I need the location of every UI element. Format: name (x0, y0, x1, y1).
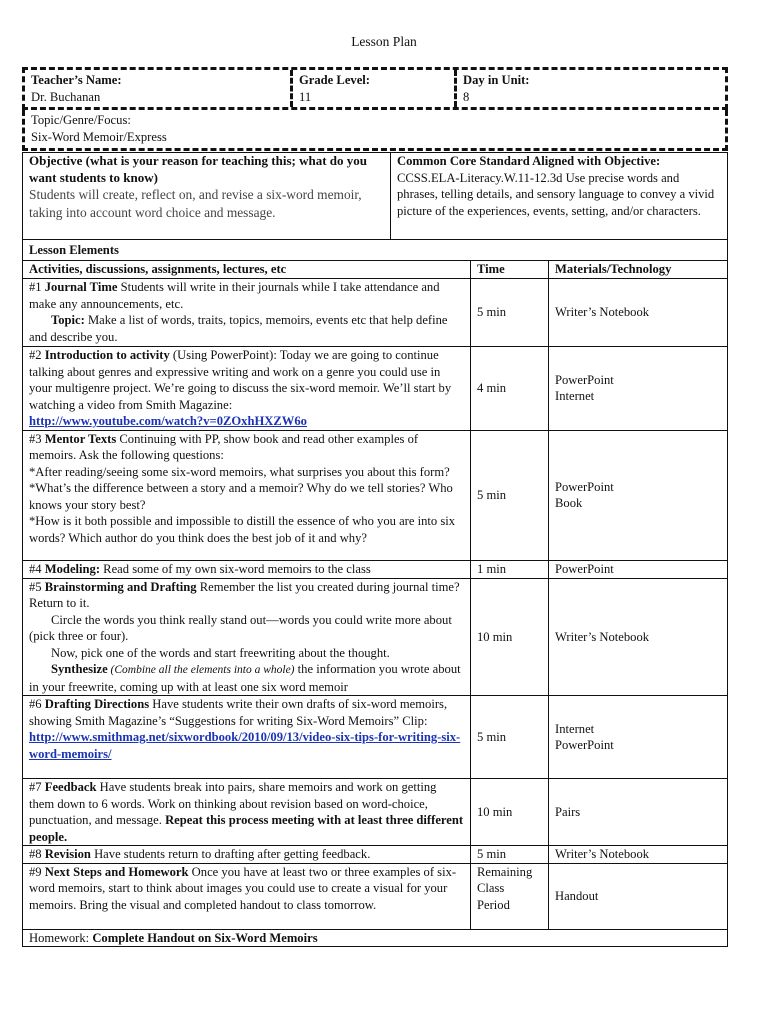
objective-question: (what is your reason for teaching this; what do you want students to know) (29, 153, 367, 185)
activity-cell (23, 430, 471, 560)
activity-number: #7 (29, 780, 45, 794)
activity-text: Read some of my own six-word memoirs to the class (100, 561, 371, 576)
materials-cell (549, 696, 728, 779)
material-item: Writer’s Notebook (555, 629, 650, 644)
activity-text: (Using PowerPoint): Today we are going to continue talking about genres and expressive writing and work on a genre you could use in your multigenre project. We’re going to discuss the six-word memoir. We’ll start by watching a video from Smith Magazine: (29, 348, 452, 412)
activity-name: Next Steps and Homework (44, 864, 189, 879)
activity-name: Feedback (44, 780, 97, 794)
time-cell: 5 min (471, 279, 549, 347)
material-item: Handout (555, 888, 599, 903)
topic-value: Six-Word Memoir/Express (31, 129, 167, 144)
col-header-activities: Activities, discussions, assignments, lectures, etc (23, 261, 471, 279)
header-info-row (22, 67, 728, 110)
material-item: PowerPoint (555, 372, 614, 387)
time-cell: 1 min (471, 560, 549, 578)
materials-cell (549, 846, 728, 864)
topic-cell (22, 110, 728, 151)
activity-name: Journal Time (44, 280, 118, 294)
col-header-time: Time (471, 261, 549, 279)
materials-cell (549, 560, 728, 578)
activity-text: Remember the list you created during journal time? Return to it. (29, 579, 460, 610)
teacher-name-cell (25, 70, 293, 107)
activity-name: Revision (44, 847, 91, 861)
activity-number: #4 (29, 561, 45, 576)
synthesize-paragraph (29, 661, 464, 695)
grade-level-label: Grade Level: (299, 73, 370, 87)
teacher-name-label: Teacher’s Name: (31, 73, 122, 87)
time-cell: 10 min (471, 578, 549, 696)
table-row (23, 846, 728, 864)
activity-bold-text: Repeat this process meeting with at least three different people. (29, 813, 464, 844)
materials-cell (549, 430, 728, 560)
standard-label: Common Core Standard Aligned with Objective: (397, 154, 661, 168)
synthesize-label: Synthesize (51, 662, 108, 676)
activity-text: Have students return to drafting after getting feedback. (90, 847, 371, 861)
activity-number: #5 (29, 579, 45, 594)
activity-cell (23, 560, 471, 578)
lesson-table (22, 239, 728, 947)
activity-paragraph: Now, pick one of the words and start freewriting about the thought. (51, 645, 390, 660)
materials-cell (549, 863, 728, 929)
topic-sublabel: Topic: (51, 313, 85, 327)
activity-text: Have students write their own drafts of six-word memoirs, showing Smith Magazine’s “Suggestions for writing Six-Word Memoirs” Clip: (29, 697, 448, 728)
material-item: Pairs (555, 804, 581, 819)
activity-cell (23, 279, 471, 347)
material-item: PowerPoint (555, 479, 614, 494)
activity-text: Continuing with PP, show book and read other examples of memoirs. Ask the following questions: (29, 431, 419, 462)
time-cell: 5 min (471, 846, 549, 864)
table-row (23, 696, 728, 779)
activity-number: #9 (29, 864, 45, 879)
day-in-unit-value: 8 (463, 89, 470, 104)
materials-cell (549, 779, 728, 846)
table-row (23, 863, 728, 929)
table-row (23, 347, 728, 431)
time-cell: 4 min (471, 347, 549, 431)
synthesize-definition: (Combine all the elements into a whole) (107, 664, 295, 676)
time-cell: 5 min (471, 696, 549, 779)
activity-name: Brainstorming and Drafting (44, 579, 197, 594)
activity-cell (23, 347, 471, 431)
activity-text: Have students break into pairs, share memoirs and work on getting them down to 6 words. Work on thinking about revision based on word-choice, punctuation, and message. (29, 780, 437, 827)
material-item: Internet (555, 389, 595, 404)
material-item: Internet (555, 721, 595, 736)
activity-cell (23, 578, 471, 696)
material-item: PowerPoint (555, 738, 614, 752)
time-line: Period (477, 897, 510, 912)
time-cell: 10 min (471, 779, 549, 846)
activity-cell (23, 863, 471, 929)
activity-cell (23, 696, 471, 779)
materials-cell (549, 347, 728, 431)
question-item: *How is it both possible and impossible to distill the essence of who you are into six words? Which author do you think does the best job of it and why? (29, 514, 456, 545)
activity-number: #2 (29, 348, 45, 362)
page-title: Lesson Plan (351, 34, 417, 49)
material-item: PowerPoint (555, 561, 614, 576)
materials-cell (549, 578, 728, 696)
grade-level-cell (293, 70, 457, 107)
activity-text: Students will write in their journals while I take attendance and make any announcements, etc. (29, 280, 440, 311)
activity-name: Drafting Directions (44, 697, 150, 711)
activity-text: Once you have at least two or three examples of six-word memoirs, start to think about images you could use to create a visual for your memoirs. Bring the visual and completed handout to class tomorrow. (29, 864, 457, 912)
table-row (23, 430, 728, 560)
objective-text: Students will create, reflect on, and revise a six-word memoir, taking into account word choice and message. (29, 187, 362, 220)
table-row (23, 279, 728, 347)
homework-row (23, 929, 728, 947)
material-item: Writer’s Notebook (555, 305, 650, 320)
question-item: *After reading/seeing some six-word memoirs, what surprises you about this form? (29, 464, 450, 479)
homework-label: Homework: (29, 930, 93, 945)
time-line: Remaining (477, 864, 533, 879)
topic-label: Topic/Genre/Focus: (31, 113, 131, 127)
objective-label: Objective (29, 153, 83, 168)
day-in-unit-cell (457, 70, 725, 107)
activity-name: Mentor Texts (44, 431, 117, 446)
homework-text: Complete Handout on Six-Word Memoirs (92, 930, 318, 945)
activity-cell (23, 779, 471, 846)
time-cell: 5 min (471, 430, 549, 560)
objective-table (22, 152, 728, 240)
topic-subtext: Make a list of words, traits, topics, memoirs, events etc that help define and describe you. (29, 313, 448, 344)
activity-cell (23, 846, 471, 864)
time-line: Class (477, 881, 505, 895)
activity-number: #6 (29, 697, 45, 711)
lesson-elements-heading: Lesson Elements (23, 240, 728, 261)
question-item: *What’s the difference between a story and a memoir? Why do we tell stories? Who knows your story best? (29, 481, 453, 512)
col-header-materials: Materials/Technology (549, 261, 728, 279)
table-row (23, 779, 728, 846)
table-row (23, 578, 728, 696)
activity-number: #3 (29, 431, 45, 446)
activity-name: Introduction to activity (44, 348, 170, 362)
material-item: Book (555, 496, 583, 510)
homework-cell (23, 929, 728, 947)
youtube-link[interactable]: http://www.youtube.com/watch?v=0ZOxhHXZW6o (29, 414, 307, 428)
activity-number: #1 (29, 280, 45, 294)
objective-cell (23, 153, 391, 240)
materials-cell (549, 279, 728, 347)
standard-text: CCSS.ELA-Literacy.W.11-12.3d Use precise words and phrases, telling details, and sensory language to convey a vivid picture of the experiences, events, setting, and/or characters. (397, 170, 715, 218)
standard-cell (391, 153, 728, 240)
synthesize-text: the information you wrote about in your freewrite, coming up with at least one six word memoir (29, 662, 461, 694)
table-row (23, 560, 728, 578)
day-in-unit-label: Day in Unit: (463, 73, 530, 87)
material-item: Writer’s Notebook (555, 847, 650, 861)
activity-paragraph: Circle the words you think really stand out—words you could write more about (pick three or four). (29, 612, 452, 643)
smithmag-link[interactable]: http://www.smithmag.net/sixwordbook/2010/09/13/video-six-tips-for-writing-six-word-memoirs/ (29, 730, 461, 761)
time-cell (471, 863, 549, 929)
activity-number: #8 (29, 847, 45, 861)
activity-name: Modeling: (44, 561, 101, 576)
grade-level-value: 11 (299, 89, 312, 104)
teacher-name-value: Dr. Buchanan (31, 89, 101, 104)
